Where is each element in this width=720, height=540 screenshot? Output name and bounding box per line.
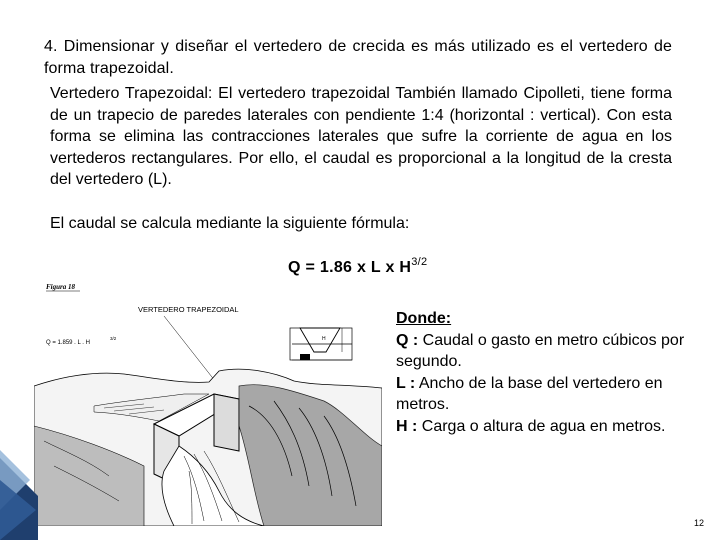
definition-h [396, 416, 686, 438]
definition-text: Ancho de la base del vertedero en metros. [396, 374, 663, 413]
figure-caption: Figura 18 [46, 283, 75, 291]
label-h: H [322, 336, 326, 342]
figure-formula: Q = 1.859 . L . H [46, 340, 90, 346]
definition-l [396, 373, 686, 416]
formula-intro: El caudal se calcula mediante la siguiente fórmula: [50, 215, 410, 232]
weir-illustration [34, 276, 382, 526]
page-number: 12 [693, 518, 704, 528]
definition-text: Carga o altura de agua en metros. [417, 417, 666, 435]
main-formula [288, 256, 427, 277]
definition-term: H : [396, 417, 418, 435]
formula-exponent: 3/2 [411, 256, 428, 268]
figure-formula-exp: 3/2 [110, 336, 117, 341]
definition-text: Caudal o gasto en metro cúbicos por segundo. [396, 331, 685, 370]
definitions-title: Donde: [396, 310, 452, 327]
figure-title: VERTEDERO TRAPEZOIDAL [138, 305, 239, 314]
formula-base: Q = 1.86 x L x H [288, 259, 412, 276]
definition-q [396, 330, 686, 373]
definitions-block [396, 308, 686, 437]
cross-section-detail [290, 328, 352, 360]
corner-decoration [0, 440, 40, 540]
description-paragraph: Vertedero Trapezoidal: El vertedero trapezoidal También llamado Cipolleti, tiene forma de un trapecio de paredes laterales con pendiente 1:4 (horizontal : vertical). Con esta forma se elimina las contracciones laterales que sufre la corriente de agua en los vertederos rectangulares. Por ello, el caudal es proporcional a la longitud de la cresta del vertedero (L). [50, 85, 672, 188]
definition-term: L : [396, 374, 416, 392]
definition-term: Q : [396, 331, 419, 349]
intro-paragraph: 4. Dimensionar y diseñar el vertedero de crecida es más utilizado es el vertedero de forma trapezoidal. [44, 38, 672, 77]
